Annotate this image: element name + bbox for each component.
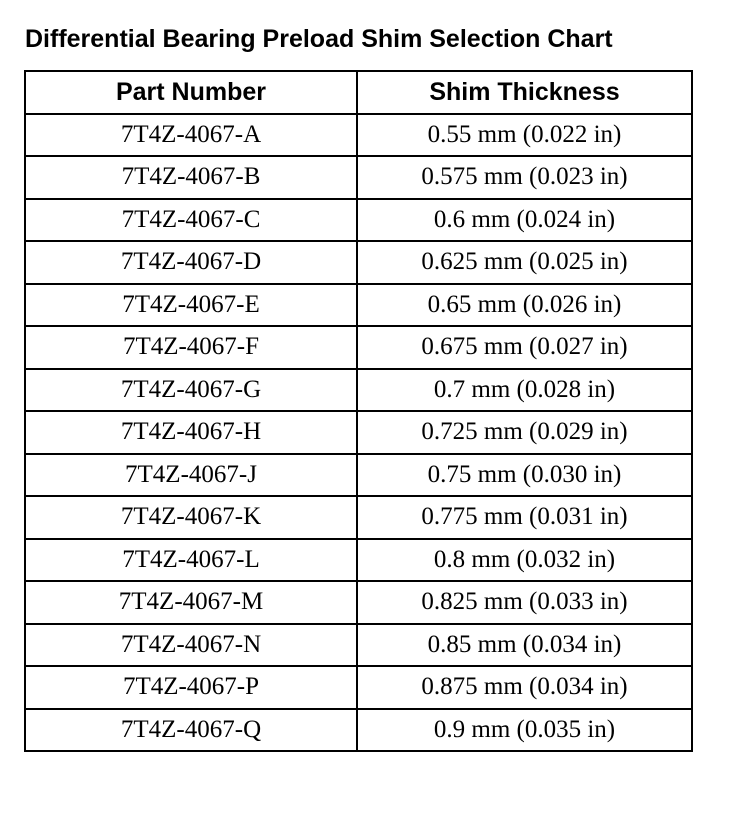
shim-thickness-cell: 0.9 mm (0.035 in) [357,709,692,752]
part-number-cell: 7T4Z-4067-F [25,326,357,369]
shim-thickness-cell: 0.8 mm (0.032 in) [357,539,692,582]
table-row [25,156,692,199]
table-row [25,199,692,242]
shim-thickness-cell: 0.825 mm (0.033 in) [357,581,692,624]
page-title: Differential Bearing Preload Shim Selection Chart [25,25,613,53]
part-number-cell: 7T4Z-4067-N [25,624,357,667]
shim-selection-table [24,70,693,752]
part-number-cell: 7T4Z-4067-C [25,199,357,242]
part-number-cell: 7T4Z-4067-K [25,496,357,539]
table-row [25,114,692,157]
part-number-cell: 7T4Z-4067-E [25,284,357,327]
part-number-cell: 7T4Z-4067-H [25,411,357,454]
part-number-cell: 7T4Z-4067-B [25,156,357,199]
shim-thickness-cell: 0.7 mm (0.028 in) [357,369,692,412]
part-number-cell: 7T4Z-4067-L [25,539,357,582]
table-header-row [25,71,692,114]
part-number-cell: 7T4Z-4067-A [25,114,357,157]
shim-thickness-cell: 0.75 mm (0.030 in) [357,454,692,497]
shim-thickness-cell: 0.575 mm (0.023 in) [357,156,692,199]
part-number-cell: 7T4Z-4067-M [25,581,357,624]
shim-thickness-cell: 0.725 mm (0.029 in) [357,411,692,454]
table-row [25,624,692,667]
table-row [25,539,692,582]
table-row [25,496,692,539]
shim-thickness-cell: 0.625 mm (0.025 in) [357,241,692,284]
table-row [25,411,692,454]
table-row [25,241,692,284]
table-row [25,369,692,412]
shim-thickness-cell: 0.65 mm (0.026 in) [357,284,692,327]
part-number-cell: 7T4Z-4067-Q [25,709,357,752]
table-row [25,666,692,709]
shim-thickness-cell: 0.6 mm (0.024 in) [357,199,692,242]
shim-thickness-cell: 0.85 mm (0.034 in) [357,624,692,667]
part-number-cell: 7T4Z-4067-D [25,241,357,284]
part-number-cell: 7T4Z-4067-G [25,369,357,412]
part-number-cell: 7T4Z-4067-J [25,454,357,497]
header-part-number: Part Number [25,71,357,114]
shim-thickness-cell: 0.875 mm (0.034 in) [357,666,692,709]
shim-thickness-cell: 0.675 mm (0.027 in) [357,326,692,369]
table-row [25,709,692,752]
part-number-cell: 7T4Z-4067-P [25,666,357,709]
table-row [25,284,692,327]
shim-thickness-cell: 0.775 mm (0.031 in) [357,496,692,539]
table-row [25,326,692,369]
header-shim-thickness: Shim Thickness [357,71,692,114]
table-row [25,581,692,624]
table-row [25,454,692,497]
shim-thickness-cell: 0.55 mm (0.022 in) [357,114,692,157]
